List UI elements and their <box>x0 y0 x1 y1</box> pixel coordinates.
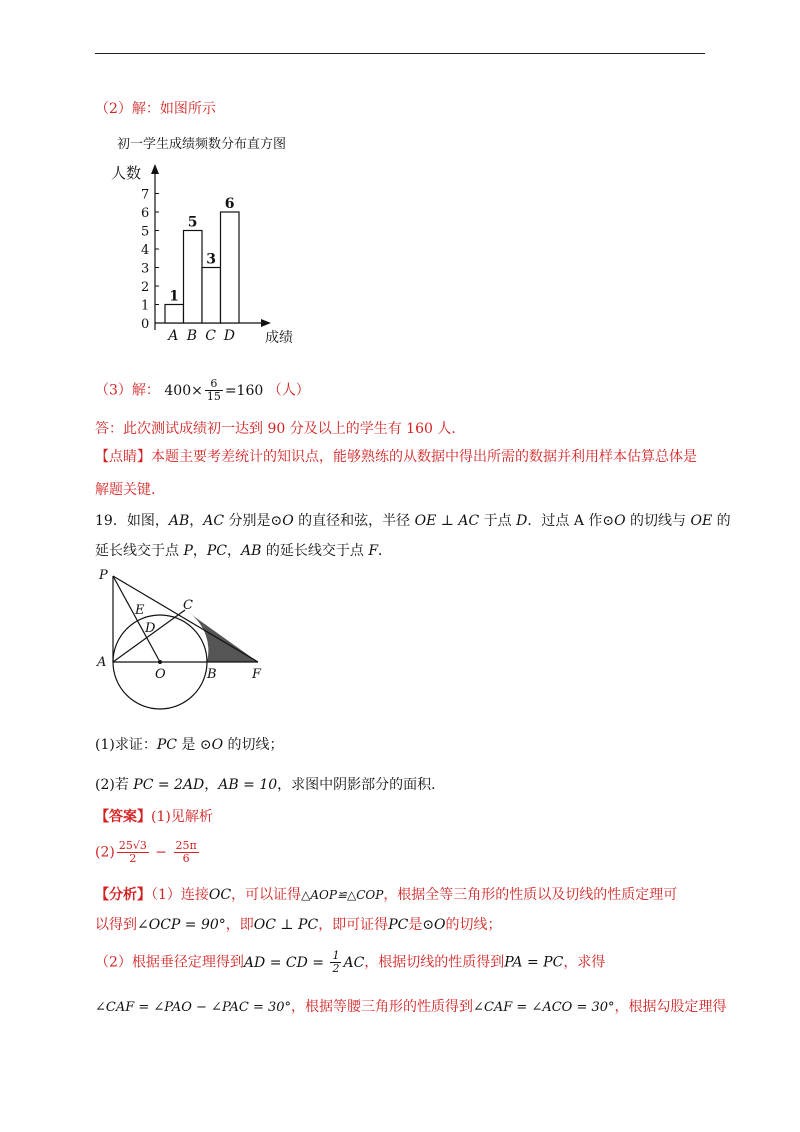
sub1-mid: 是 <box>176 737 200 753</box>
bar-value-label: 3 <box>206 251 216 268</box>
y-tick-label: 7 <box>141 187 150 203</box>
math-OE: OE <box>690 513 713 529</box>
sub2-prefix: (2)若 <box>95 777 134 793</box>
y-tick-label: 6 <box>141 206 150 221</box>
label-O: O <box>155 667 166 682</box>
answer-line1 <box>95 806 213 826</box>
math-angle-CAF: ∠CAF = ∠PAO − ∠PAC = 30° <box>95 1000 292 1015</box>
analysis-text: ，根据勾股定理得 <box>614 999 727 1015</box>
category-label: A <box>168 328 179 344</box>
chart-xlabel: 成绩 <box>265 330 293 346</box>
analysis-line4 <box>95 996 727 1016</box>
answer-a2-prefix: (2) <box>95 844 115 861</box>
bar-C <box>202 268 221 324</box>
bar-D <box>221 212 240 323</box>
math-circle-O: ⊙O <box>270 513 294 529</box>
dianqing-tag: 【点睛】 <box>95 449 151 465</box>
part3-unit: （人） <box>267 382 310 399</box>
frac-den: 2 <box>129 852 137 865</box>
math-PC: PC <box>388 917 409 933</box>
label-F: F <box>252 667 262 682</box>
sub2-line <box>95 774 445 794</box>
math-AD-eq-CD <box>243 949 365 975</box>
y-tick-label: 5 <box>141 224 150 240</box>
q19-text: 的直径和弦，半径 <box>293 513 415 529</box>
math-angle-OCP: ∠OCP = 90° <box>137 917 226 933</box>
category-label: C <box>205 328 216 344</box>
q19-text: 的 <box>712 513 731 529</box>
analysis-text: ，即可证得 <box>318 917 389 933</box>
fraction-25pi-6 <box>174 840 199 865</box>
frac-num: 25π <box>175 839 197 852</box>
segment-PO <box>113 576 160 662</box>
sub2-sep: ， <box>204 777 219 793</box>
analysis-text: ，即 <box>225 917 254 933</box>
header-rule <box>95 53 705 54</box>
q19-text: ．过点 A 作 <box>527 513 603 529</box>
center-dot-O <box>158 660 162 664</box>
analysis-text: ，根据等腰三角形的性质得到 <box>291 999 474 1015</box>
fraction-half <box>330 950 341 975</box>
math-congruent: △AOP≌△COP <box>301 888 384 902</box>
y-tick-label: 2 <box>141 280 150 295</box>
frac-den: 2 <box>332 962 340 975</box>
math-AB: AB <box>241 543 262 559</box>
part3-line <box>95 378 310 403</box>
math-AB-eq-10: AB = 10 <box>218 777 278 793</box>
bar-value-label: 5 <box>187 214 198 231</box>
y-ticks <box>141 188 159 333</box>
label-B: B <box>207 667 217 682</box>
expr-left: 400× <box>164 382 203 399</box>
math-circle-O: ⊙O <box>199 737 224 753</box>
bar-value-label: 1 <box>169 288 179 305</box>
fraction-6-15 <box>205 378 223 403</box>
sub1-line <box>95 734 284 754</box>
math-P: P <box>183 543 193 559</box>
analysis-line3 <box>95 950 605 975</box>
math-F: F <box>368 543 379 559</box>
analysis-line2 <box>95 914 502 934</box>
category-label: D <box>223 328 235 344</box>
q19-text: 于点 <box>479 513 517 529</box>
q19-text: ， <box>192 543 207 559</box>
analysis-text: ，根据切线的性质得到 <box>364 954 505 971</box>
answer-line2 <box>95 840 201 865</box>
frac-num: 6 <box>205 378 223 391</box>
q19-line2 <box>95 540 392 560</box>
sub2-suffix: ，求图中阴影部分的面积． <box>277 777 446 793</box>
math-circle-O: ⊙O <box>422 917 446 933</box>
sub1-prefix: (1)求证： <box>95 737 157 753</box>
frac-num: 1 <box>332 949 340 962</box>
math-AC: AC <box>203 513 225 529</box>
geometry-figure <box>95 565 275 715</box>
q19-text: 的切线与 <box>625 513 691 529</box>
math-circle-O: ⊙O <box>602 513 626 529</box>
analysis-text: （1）连接 <box>151 887 209 903</box>
math-D: D <box>516 513 528 529</box>
q19-text: 延长线交于点 <box>95 543 184 559</box>
label-E: E <box>135 603 145 618</box>
analysis-text: （2）根据垂径定理得到 <box>95 954 244 971</box>
y-tick-label: 4 <box>141 243 150 258</box>
label-D: D <box>145 621 156 636</box>
q19-text: ， <box>189 513 204 529</box>
part2-label: （2）解：如图所示 <box>95 101 216 117</box>
y-tick-label: 3 <box>141 261 150 277</box>
shaded-arc-fill <box>185 610 208 662</box>
y-tick-label: 0 <box>141 317 150 332</box>
sub1-suffix: 的切线； <box>223 737 284 753</box>
analysis-text: ，可以证得 <box>231 887 302 903</box>
analysis-tag: 【分析】 <box>95 887 151 903</box>
q19-text: ， <box>227 543 242 559</box>
bar-B <box>184 231 203 324</box>
analysis-text: 以得到 <box>95 917 137 933</box>
segment-AC <box>113 610 185 662</box>
analysis-text: ，求得 <box>563 954 606 971</box>
answer-minus: − <box>150 844 172 861</box>
dianqing-line2: 解题关键. <box>95 482 156 498</box>
math-OE-perp-AC: OE ⊥ AC <box>414 513 480 529</box>
chart-ylabel: 人数 <box>111 164 142 182</box>
eq1-head: AD = CD = <box>243 954 329 971</box>
fraction-25sqrt3-2 <box>117 840 149 865</box>
math-PA-eq-PC: PA = PC <box>504 954 564 971</box>
analysis-text: ，根据全等三角形的性质以及切线的性质定理可 <box>383 887 678 903</box>
math-OC: OC <box>208 887 232 903</box>
frac-den: 6 <box>182 852 190 865</box>
answer-line: 答：此次测试成绩初一达到 90 分及以上的学生有 160 人. <box>95 421 456 437</box>
math-AB: AB <box>168 513 190 529</box>
math-PC: PC <box>206 543 228 559</box>
math-PC: PC <box>156 737 177 753</box>
histogram-chart <box>105 130 325 350</box>
x-axis-arrow <box>261 319 271 327</box>
q19-text: 19．如图， <box>95 513 169 529</box>
eq1-tail: AC <box>343 954 365 971</box>
y-axis-arrow <box>151 164 159 174</box>
frac-den: 15 <box>206 390 221 403</box>
expr-right: =160 <box>224 382 264 399</box>
y-tick-label: 1 <box>141 298 150 314</box>
answer-tag: 【答案】 <box>95 809 151 825</box>
category-label: B <box>186 328 198 344</box>
answer-a1: (1)见解析 <box>151 809 213 825</box>
bar-value-label: 6 <box>224 196 235 212</box>
q19-text: 的延长线交于点 <box>261 543 369 559</box>
analysis-text: 的切线； <box>445 917 502 933</box>
analysis-text: 是 <box>408 917 423 933</box>
q19-text: ． <box>378 543 393 559</box>
part3-expression <box>164 377 267 403</box>
math-PC-eq-2AD: PC = 2AD <box>133 777 205 793</box>
bars <box>165 196 239 344</box>
part3-label: （3）解： <box>95 382 160 399</box>
chart-title: 初一学生成绩频数分布直方图 <box>117 137 287 152</box>
math-OC-perp-PC: OC ⊥ PC <box>253 917 319 933</box>
q19-line1 <box>95 510 731 530</box>
label-A: A <box>97 655 107 670</box>
dianqing-line1 <box>95 446 697 466</box>
math-angle-ACO: ∠CAF = ∠ACO = 30° <box>473 1000 615 1015</box>
dianqing-text1: 本题主要考差统计的知识点，能够熟练的从数据中得出所需的数据并利用样本估算总体是 <box>151 449 697 465</box>
q19-text: 分别是 <box>224 513 271 529</box>
label-C: C <box>183 598 193 613</box>
analysis-line1 <box>95 884 677 904</box>
frac-num: 25√3 <box>118 839 147 852</box>
bar-A <box>165 305 184 324</box>
label-P: P <box>99 568 108 583</box>
